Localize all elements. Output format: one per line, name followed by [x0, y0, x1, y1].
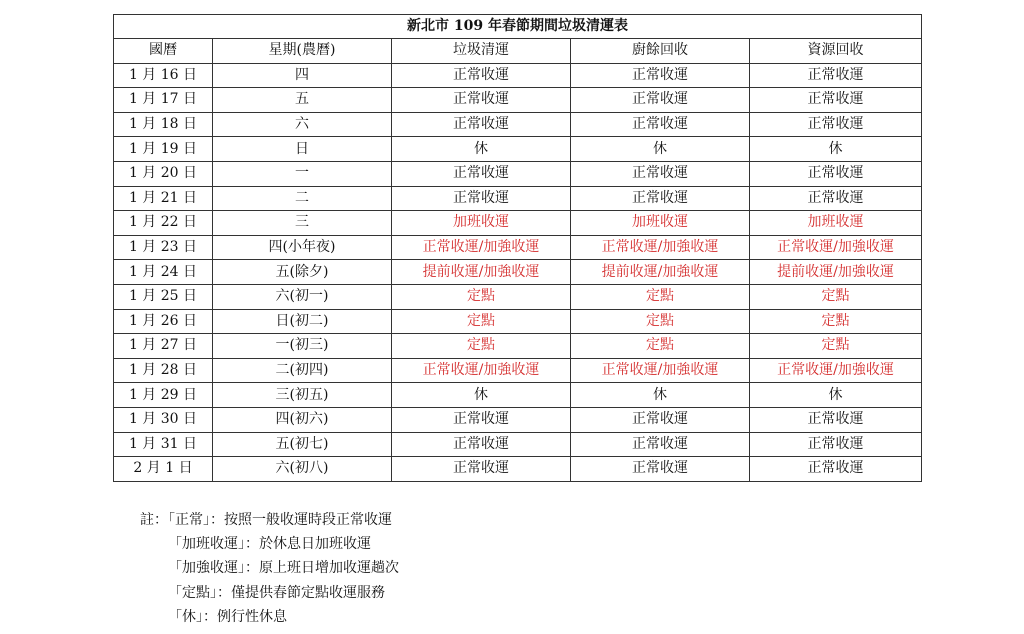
table-row	[114, 334, 922, 359]
food-waste-cell: 正常收運	[571, 63, 750, 88]
notes-section	[140, 508, 399, 629]
table-row	[114, 137, 922, 162]
food-waste-cell: 正常收運/加強收運	[571, 235, 750, 260]
garbage-cell: 加班收運	[392, 211, 571, 236]
food-waste-cell: 定點	[571, 284, 750, 309]
header-food-waste: 廚餘回收	[571, 39, 750, 64]
date-cell: 1 月 21 日	[114, 186, 213, 211]
food-waste-cell: 休	[571, 137, 750, 162]
weekday-cell: 四(初六)	[213, 407, 392, 432]
table-row	[114, 284, 922, 309]
recycling-cell: 正常收運	[750, 63, 922, 88]
table-row	[114, 63, 922, 88]
weekday-cell: 一	[213, 161, 392, 186]
schedule-table	[113, 14, 922, 482]
recycling-cell: 正常收運	[750, 186, 922, 211]
weekday-cell: 六(初八)	[213, 457, 392, 482]
food-waste-cell: 正常收運	[571, 112, 750, 137]
header-recycling: 資源回收	[750, 39, 922, 64]
garbage-cell: 休	[392, 137, 571, 162]
recycling-cell: 定點	[750, 284, 922, 309]
weekday-cell: 二(初四)	[213, 358, 392, 383]
weekday-cell: 六(初一)	[213, 284, 392, 309]
date-cell: 1 月 28 日	[114, 358, 213, 383]
garbage-cell: 正常收運	[392, 88, 571, 113]
note-normal: 註：「正常」：按照一般收運時段正常收運	[140, 512, 392, 528]
food-waste-cell: 定點	[571, 309, 750, 334]
date-cell: 1 月 26 日	[114, 309, 213, 334]
garbage-cell: 正常收運	[392, 63, 571, 88]
table-title: 新北市 109 年春節期間垃圾清運表	[114, 15, 922, 39]
date-cell: 1 月 17 日	[114, 88, 213, 113]
table-row	[114, 383, 922, 408]
food-waste-cell: 定點	[571, 334, 750, 359]
weekday-cell: 一(初三)	[213, 334, 392, 359]
note-rest: 「休」：例行性休息	[168, 608, 287, 625]
recycling-cell: 正常收運/加強收運	[750, 358, 922, 383]
recycling-cell: 正常收運	[750, 112, 922, 137]
date-cell: 1 月 24 日	[114, 260, 213, 285]
food-waste-cell: 正常收運	[571, 88, 750, 113]
garbage-cell: 正常收運	[392, 161, 571, 186]
date-cell: 1 月 31 日	[114, 432, 213, 457]
date-cell: 1 月 20 日	[114, 161, 213, 186]
weekday-cell: 五(除夕)	[213, 260, 392, 285]
table-row	[114, 309, 922, 334]
table-row	[114, 260, 922, 285]
header-date: 國曆	[114, 39, 213, 64]
weekday-cell: 三(初五)	[213, 383, 392, 408]
recycling-cell: 提前收運/加強收運	[750, 260, 922, 285]
recycling-cell: 正常收運	[750, 457, 922, 482]
weekday-cell: 四	[213, 63, 392, 88]
weekday-cell: 五	[213, 88, 392, 113]
garbage-cell: 正常收運	[392, 407, 571, 432]
weekday-cell: 三	[213, 211, 392, 236]
date-cell: 1 月 23 日	[114, 235, 213, 260]
date-cell: 1 月 29 日	[114, 383, 213, 408]
note-fixed-point: 「定點」：僅提供春節定點收運服務	[168, 584, 385, 601]
weekday-cell: 六	[213, 112, 392, 137]
recycling-cell: 定點	[750, 334, 922, 359]
date-cell: 1 月 30 日	[114, 407, 213, 432]
garbage-cell: 正常收運	[392, 186, 571, 211]
food-waste-cell: 正常收運	[571, 432, 750, 457]
table-row	[114, 88, 922, 113]
recycling-cell: 加班收運	[750, 211, 922, 236]
weekday-cell: 日	[213, 137, 392, 162]
table-row	[114, 432, 922, 457]
date-cell: 1 月 25 日	[114, 284, 213, 309]
recycling-cell: 正常收運	[750, 88, 922, 113]
date-cell: 2 月 1 日	[114, 457, 213, 482]
title-row	[114, 15, 922, 39]
garbage-cell: 定點	[392, 309, 571, 334]
table-row	[114, 235, 922, 260]
food-waste-cell: 正常收運	[571, 161, 750, 186]
food-waste-cell: 正常收運/加強收運	[571, 358, 750, 383]
garbage-cell: 正常收運/加強收運	[392, 235, 571, 260]
food-waste-cell: 加班收運	[571, 211, 750, 236]
date-cell: 1 月 19 日	[114, 137, 213, 162]
recycling-cell: 休	[750, 383, 922, 408]
table-row	[114, 457, 922, 482]
recycling-cell: 休	[750, 137, 922, 162]
food-waste-cell: 正常收運	[571, 186, 750, 211]
table-row	[114, 161, 922, 186]
garbage-cell: 正常收運	[392, 112, 571, 137]
date-cell: 1 月 18 日	[114, 112, 213, 137]
weekday-cell: 五(初七)	[213, 432, 392, 457]
date-cell: 1 月 16 日	[114, 63, 213, 88]
food-waste-cell: 正常收運	[571, 407, 750, 432]
recycling-cell: 正常收運	[750, 161, 922, 186]
table-body	[114, 63, 922, 481]
garbage-cell: 休	[392, 383, 571, 408]
weekday-cell: 二	[213, 186, 392, 211]
recycling-cell: 正常收運	[750, 432, 922, 457]
weekday-cell: 四(小年夜)	[213, 235, 392, 260]
recycling-cell: 定點	[750, 309, 922, 334]
garbage-cell: 正常收運/加強收運	[392, 358, 571, 383]
weekday-cell: 日(初二)	[213, 309, 392, 334]
header-weekday: 星期(農曆)	[213, 39, 392, 64]
table-row	[114, 112, 922, 137]
table-row	[114, 358, 922, 383]
garbage-cell: 定點	[392, 284, 571, 309]
table-row	[114, 407, 922, 432]
table-row	[114, 211, 922, 236]
garbage-cell: 正常收運	[392, 432, 571, 457]
garbage-cell: 提前收運/加強收運	[392, 260, 571, 285]
food-waste-cell: 休	[571, 383, 750, 408]
note-enhanced: 「加強收運」：原上班日增加收運趟次	[168, 560, 399, 577]
food-waste-cell: 正常收運	[571, 457, 750, 482]
table-row	[114, 186, 922, 211]
note-overtime: 「加班收運」：於休息日加班收運	[168, 536, 371, 553]
garbage-cell: 定點	[392, 334, 571, 359]
date-cell: 1 月 27 日	[114, 334, 213, 359]
food-waste-cell: 提前收運/加強收運	[571, 260, 750, 285]
recycling-cell: 正常收運/加強收運	[750, 235, 922, 260]
header-row	[114, 39, 922, 64]
date-cell: 1 月 22 日	[114, 211, 213, 236]
garbage-cell: 正常收運	[392, 457, 571, 482]
header-garbage: 垃圾清運	[392, 39, 571, 64]
recycling-cell: 正常收運	[750, 407, 922, 432]
